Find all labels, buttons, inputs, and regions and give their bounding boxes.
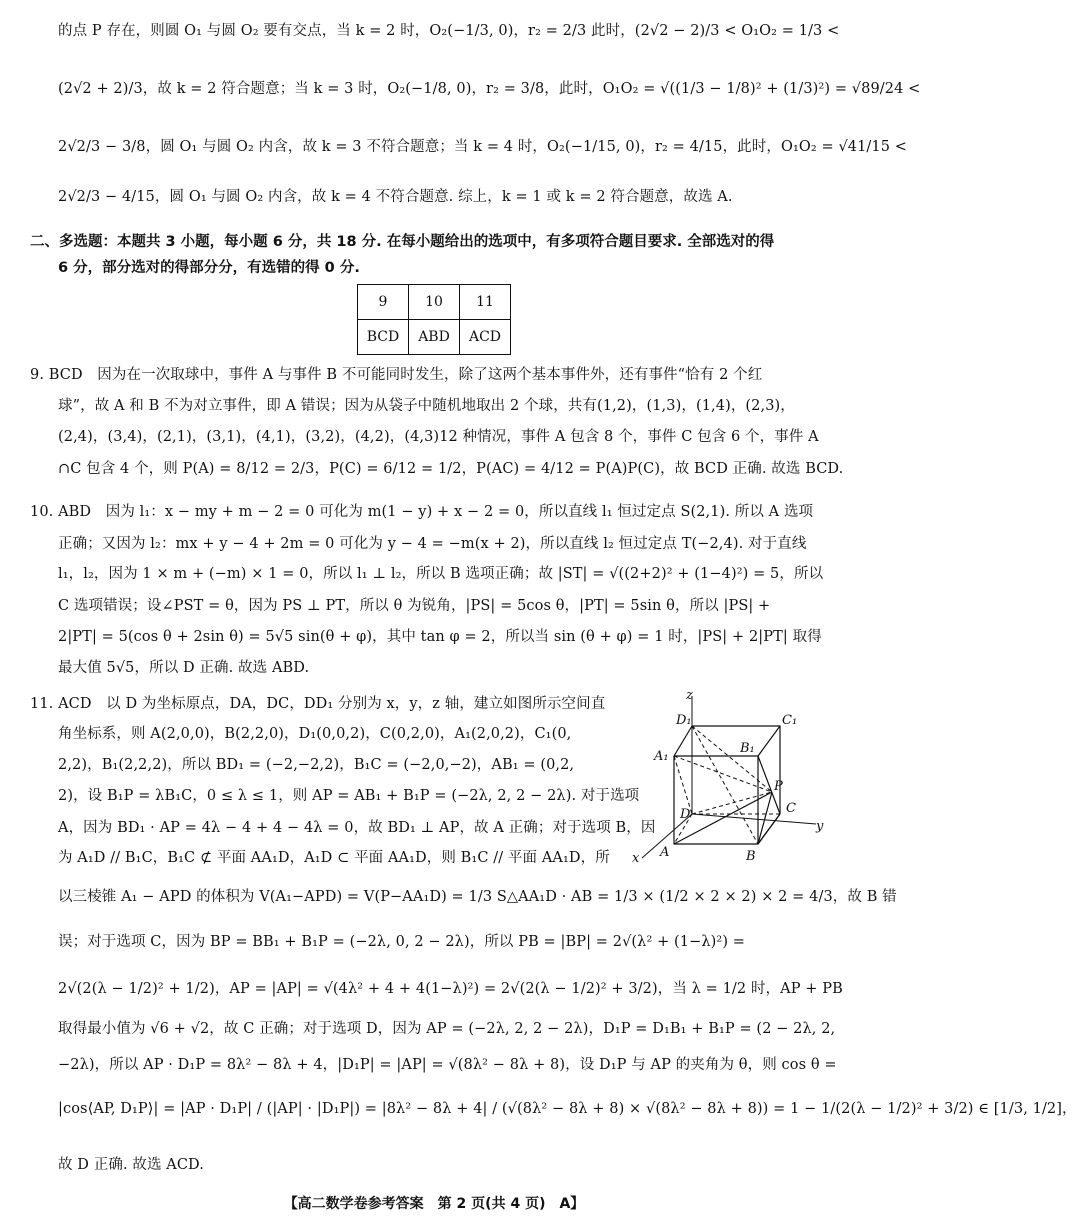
table-cell: BCD: [358, 320, 409, 355]
text-line: 2√2/3 − 3/8，圆 O₁ 与圆 O₂ 内含，故 k = 3 不符合题意；当 k = 4 时，O₂(−1/15, 0)，r₂ = 4/15，此时，O₁O₂ = √41/15 <: [58, 139, 908, 155]
q10-line: l₁，l₂，因为 1 × m + (−m) × 1 = 0，所以 l₁ ⊥ l₂，所以 B 选项正确；故 |ST| = √((2+2)² + (1−4)²) = 5，所以: [58, 566, 824, 582]
q10-line: C 选项错误；设∠PST = θ，因为 PS ⊥ PT，所以 θ 为锐角，|PS| = 5cos θ，|PT| = 5sin θ，所以 |PS| +: [58, 598, 771, 614]
cube-hidden-edges: [674, 726, 780, 844]
figure-label: D: [680, 807, 691, 822]
q11-line: 2√(2(λ − 1/2)² + 1/2)，AP = |AP| = √(4λ² + 4 + 4(1−λ)²) = 2√(2(λ − 1/2)² + 3/2)，当 λ = 1/2 时，AP + PB: [58, 981, 843, 997]
text-line: 的点 P 存在，则圆 O₁ 与圆 O₂ 要有交点，当 k = 2 时，O₂(−1/3, 0)，r₂ = 2/3 此时，(2√2 − 2)/3 < O₁O₂ = 1/3 <: [58, 23, 840, 39]
q11-line: 2)，设 B₁P = λB₁C，0 ≤ λ ≤ 1，则 AP = AB₁ + B₁P = (−2λ, 2, 2 − 2λ). 对于选项: [58, 788, 640, 804]
table-header-row: [358, 285, 511, 320]
figure-label: y: [816, 819, 824, 834]
q11-line: 误；对于选项 C，因为 BP = BB₁ + B₁P = (−2λ, 0, 2 − 2λ)，所以 PB = |BP| = 2√(λ² + (1−λ)²) =: [58, 934, 746, 950]
q11-line: 角坐标系，则 A(2,0,0)，B(2,2,0)，D₁(0,0,2)，C(0,2,0)，A₁(2,0,2)，C₁(0,: [58, 726, 572, 742]
q11-line: 故 D 正确. 故选 ACD.: [58, 1157, 204, 1173]
q11-line: A，因为 BD₁ · AP = 4λ − 4 + 4 − 4λ = 0，故 BD₁ ⊥ AP，故 A 正确；对于选项 B，因: [58, 820, 656, 836]
q9-line: 球”，故 A 和 B 不为对立事件，即 A 错误；因为从袋子中随机地取出 2 个球，共有(1,2)，(1,3)，(1,4)，(2,3)，: [58, 398, 795, 414]
figure-label: C₁: [782, 713, 798, 728]
q11-line: 2,2)，B₁(2,2,2)，所以 BD₁ = (−2,−2,2)，B₁C = (−2,0,−2)，AB₁ = (0,2,: [58, 757, 575, 773]
page-footer: 【高二数学卷参考答案 第 2 页(共 4 页) A】: [283, 1196, 585, 1212]
q11-line: 以三棱锥 A₁ − APD 的体积为 V(A₁−APD) = V(P−AA₁D) = 1/3 S△AA₁D · AB = 1/3 × (1/2 × 2 × 2) × 2 = 4/3，故 B 错: [58, 889, 897, 905]
table-cell: ACD: [460, 320, 511, 355]
figure-label: D₁: [676, 713, 692, 728]
figure-label: x: [632, 851, 640, 866]
table-cell: 11: [460, 285, 511, 320]
answer-table: [357, 284, 511, 355]
q9-line: 9. BCD 因为在一次取球中，事件 A 与事件 B 不可能同时发生，除了这两个基本事件外，还有事件“恰有 2 个红: [30, 367, 763, 383]
q11-line: 为 A₁D // B₁C，B₁C ⊄ 平面 AA₁D，A₁D ⊂ 平面 AA₁D，则 B₁C // 平面 AA₁D，所: [58, 850, 610, 866]
figure-label: C: [786, 801, 796, 816]
figure-label: B₁: [740, 741, 755, 756]
text-line: (2√2 + 2)/3，故 k = 2 符合题意；当 k = 3 时，O₂(−1/8, 0)，r₂ = 3/8，此时，O₁O₂ = √((1/3 − 1/8)² + (1/3)²) = √89/24 <: [58, 81, 921, 97]
cube-diagram: [630, 688, 840, 870]
table-row: [358, 320, 511, 355]
figure-label: A₁: [654, 749, 669, 764]
q11-line: 取得最小值为 √6 + √2，故 C 正确；对于选项 D，因为 AP = (−2λ, 2, 2 − 2λ)，D₁P = D₁B₁ + B₁P = (2 − 2λ, 2,: [58, 1021, 836, 1037]
q10-line: 10. ABD 因为 l₁：x − my + m − 2 = 0 可化为 m(1 − y) + x − 2 = 0，所以直线 l₁ 恒过定点 S(2,1). 所以 A 选项: [30, 504, 814, 520]
section-title: 二、多选题：本题共 3 小题，每小题 6 分，共 18 分. 在每小题给出的选项中，有多项符合题目要求. 全部选对的得: [30, 234, 775, 250]
q11-line: 11. ACD 以 D 为坐标原点，DA，DC，DD₁ 分别为 x，y，z 轴，建立如图所示空间直: [30, 696, 606, 712]
table-cell: 10: [409, 285, 460, 320]
figure-label: A: [660, 845, 670, 860]
table-cell: ABD: [409, 320, 460, 355]
figure-label: z: [686, 688, 693, 703]
q10-line: 2|PT| = 5(cos θ + 2sin θ) = 5√5 sin(θ + φ)，其中 tan φ = 2，所以当 sin (θ + φ) = 1 时，|PS| + 2|PT| 取得: [58, 629, 822, 645]
q10-line: 最大值 5√5，所以 D 正确. 故选 ABD.: [58, 660, 310, 676]
q10-line: 正确；又因为 l₂：mx + y − 4 + 2m = 0 可化为 y − 4 = −m(x + 2)，所以直线 l₂ 恒过定点 T(−2,4). 对于直线: [58, 536, 807, 552]
section-title: 6 分，部分选对的得部分分，有选错的得 0 分.: [58, 260, 360, 276]
text-line: 2√2/3 − 4/15，圆 O₁ 与圆 O₂ 内含，故 k = 4 不符合题意. 综上，k = 1 或 k = 2 符合题意，故选 A.: [58, 189, 733, 205]
q11-line: −2λ)，所以 AP · D₁P = 8λ² − 8λ + 4，|D₁P| = |AP| = √(8λ² − 8λ + 8)，设 D₁P 与 AP 的夹角为 θ，则 cos θ =: [58, 1057, 837, 1073]
table-cell: 9: [358, 285, 409, 320]
figure-label: B: [746, 849, 756, 864]
figure-label: P: [774, 779, 783, 794]
q9-line: (2,4)，(3,4)，(2,1)，(3,1)，(4,1)，(3,2)，(4,2)，(4,3)12 种情况，事件 A 包含 8 个，事件 C 包含 6 个，事件 A: [58, 429, 819, 445]
q9-line: ∩C 包含 4 个，则 P(A) = 8/12 = 2/3，P(C) = 6/12 = 1/2，P(AC) = 4/12 = P(A)P(C)，故 BCD 正确. 故选 BCD.: [58, 461, 844, 477]
q11-line: |cos⟨AP, D₁P⟩| = |AP · D₁P| / (|AP| · |D₁P|) = |8λ² − 8λ + 4| / (√(8λ² − 8λ + 8) × √(8λ² − 8λ + 8)) = 1 − 1/(2(λ − 1/2)² + 3/2) ∈ [1/3, 1/2]，: [58, 1101, 1077, 1117]
y-axis: [692, 814, 816, 824]
